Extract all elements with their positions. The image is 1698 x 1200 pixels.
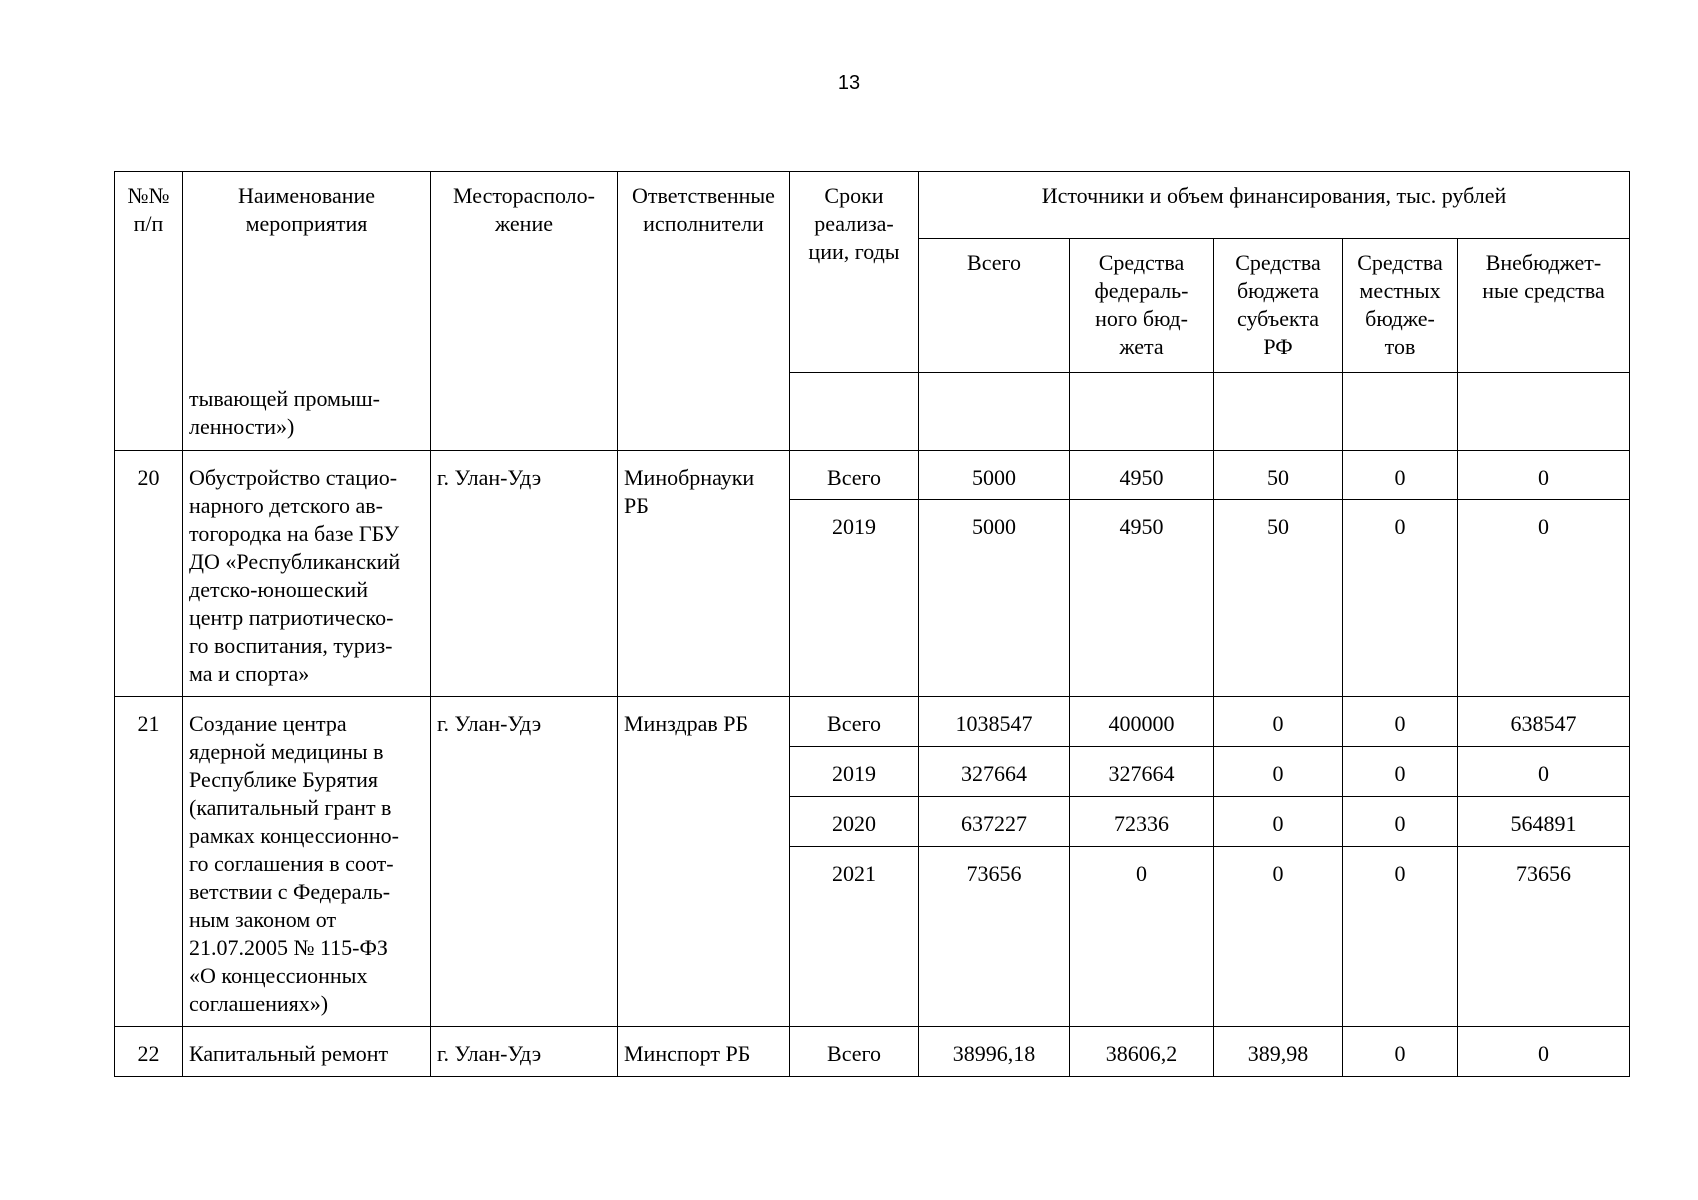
cell-local: 0 — [1343, 1027, 1458, 1077]
cell-subject: 50 — [1214, 500, 1343, 697]
row-name: Обустройство стацио- нарного детского ав- тогородка на базе ГБУ ДО «Республиканский детско-юношеский центр патриотическо- го воспитания, туриз- ма и спорта» — [183, 451, 431, 697]
cell-subject: 0 — [1214, 697, 1343, 747]
cell-local: 0 — [1343, 500, 1458, 697]
cell-federal: 0 — [1070, 847, 1214, 1027]
cell-period: 2020 — [790, 797, 919, 847]
cell-local: 0 — [1343, 697, 1458, 747]
cell-period: 2021 — [790, 847, 919, 1027]
cell-subject: 389,98 — [1214, 1027, 1343, 1077]
row-num: 20 — [115, 451, 183, 697]
cell-period: 2019 — [790, 500, 919, 697]
empty-cell — [1070, 373, 1214, 451]
header-period: Сроки реализа- ции, годы — [790, 172, 919, 373]
cell-local: 0 — [1343, 747, 1458, 797]
cell-federal: 72336 — [1070, 797, 1214, 847]
cell-offbudget: 0 — [1458, 500, 1630, 697]
row-location: г. Улан-Удэ — [431, 1027, 618, 1077]
financing-table — [114, 171, 1630, 1077]
row-responsible: Минобрнауки РБ — [618, 451, 790, 697]
empty-cell — [919, 373, 1070, 451]
row-location: г. Улан-Удэ — [431, 697, 618, 1027]
cell-local: 0 — [1343, 451, 1458, 500]
cell-total: 327664 — [919, 747, 1070, 797]
cell-total: 73656 — [919, 847, 1070, 1027]
row-num: 21 — [115, 697, 183, 1027]
header-local: Средства местных бюдже- тов — [1343, 239, 1458, 373]
cell-total: 5000 — [919, 451, 1070, 500]
cell-offbudget: 73656 — [1458, 847, 1630, 1027]
header-total: Всего — [919, 239, 1070, 373]
continued-name: тывающей промыш- ленности») — [183, 373, 431, 451]
cell-subject: 0 — [1214, 847, 1343, 1027]
cell-offbudget: 0 — [1458, 747, 1630, 797]
header-num: №№ п/п — [115, 172, 183, 451]
row-responsible: Минздрав РБ — [618, 697, 790, 1027]
cell-subject: 0 — [1214, 747, 1343, 797]
row-num: 22 — [115, 1027, 183, 1077]
header-federal: Средства федераль- ного бюд- жета — [1070, 239, 1214, 373]
cell-total: 5000 — [919, 500, 1070, 697]
row-name: Капитальный ремонт — [183, 1027, 431, 1077]
header-name: Наименование мероприятия — [183, 172, 431, 373]
cell-period: Всего — [790, 1027, 919, 1077]
row-responsible: Минспорт РБ — [618, 1027, 790, 1077]
header-responsible: Ответственные исполнители — [618, 172, 790, 451]
empty-cell — [790, 373, 919, 451]
cell-federal: 327664 — [1070, 747, 1214, 797]
cell-local: 0 — [1343, 847, 1458, 1027]
empty-cell — [1214, 373, 1343, 451]
cell-period: 2019 — [790, 747, 919, 797]
cell-federal: 4950 — [1070, 451, 1214, 500]
header-subject: Средства бюджета субъекта РФ — [1214, 239, 1343, 373]
cell-federal: 4950 — [1070, 500, 1214, 697]
cell-offbudget: 638547 — [1458, 697, 1630, 747]
page-number: 13 — [837, 72, 861, 94]
cell-federal: 400000 — [1070, 697, 1214, 747]
row-name: Создание центра ядерной медицины в Республике Бурятия (капитальный грант в рамках концессионно- го соглашения в соот- ветствии с Федераль- ным законом от 21.07.2005 № 115-ФЗ «О концессионных соглашениях») — [183, 697, 431, 1027]
empty-cell — [1458, 373, 1630, 451]
header-offbudget: Внебюджет- ные средства — [1458, 239, 1630, 373]
cell-subject: 50 — [1214, 451, 1343, 500]
cell-period: Всего — [790, 451, 919, 500]
empty-cell — [1343, 373, 1458, 451]
cell-offbudget: 0 — [1458, 451, 1630, 500]
cell-total: 637227 — [919, 797, 1070, 847]
cell-period: Всего — [790, 697, 919, 747]
cell-total: 1038547 — [919, 697, 1070, 747]
cell-offbudget: 564891 — [1458, 797, 1630, 847]
cell-offbudget: 0 — [1458, 1027, 1630, 1077]
header-financing-group: Источники и объем финансирования, тыс. рублей — [919, 172, 1630, 239]
cell-subject: 0 — [1214, 797, 1343, 847]
cell-total: 38996,18 — [919, 1027, 1070, 1077]
cell-local: 0 — [1343, 797, 1458, 847]
cell-federal: 38606,2 — [1070, 1027, 1214, 1077]
header-location: Месторасполо- жение — [431, 172, 618, 451]
row-location: г. Улан-Удэ — [431, 451, 618, 697]
